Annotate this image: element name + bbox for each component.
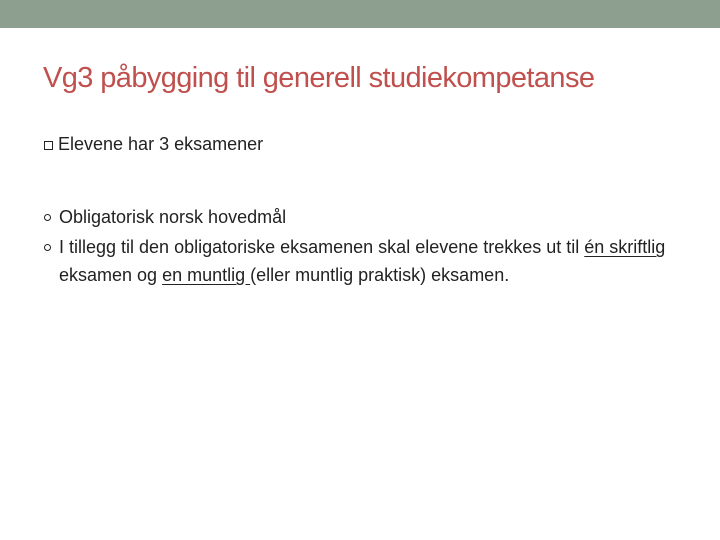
square-bullet-icon <box>44 141 53 150</box>
top-accent-bar <box>0 0 720 28</box>
circle-bullet-icon <box>44 214 51 221</box>
sub-bullet-list <box>44 203 684 291</box>
circle-bullet-icon <box>44 244 51 251</box>
slide-title: Vg3 påbygging til generell studiekompetanse <box>43 62 595 94</box>
main-bullet-text: Elevene har 3 eksamener <box>58 134 264 154</box>
sub-bullet-text-part: I tillegg til den obligatoriske eksamenen skal elevene trekkes ut til <box>59 237 585 257</box>
underlined-written-exam: én skriftlig <box>584 237 666 257</box>
main-bullet <box>44 134 263 155</box>
sub-bullet-text-part: eksamen og <box>59 265 163 285</box>
sub-bullet-item <box>44 203 684 231</box>
underlined-oral-exam: en muntlig <box>162 265 251 285</box>
sub-bullet-text: Obligatorisk norsk hovedmål <box>59 207 287 227</box>
sub-bullet-item <box>44 233 684 289</box>
sub-bullet-text-part: (eller muntlig praktisk) eksamen. <box>250 265 510 285</box>
